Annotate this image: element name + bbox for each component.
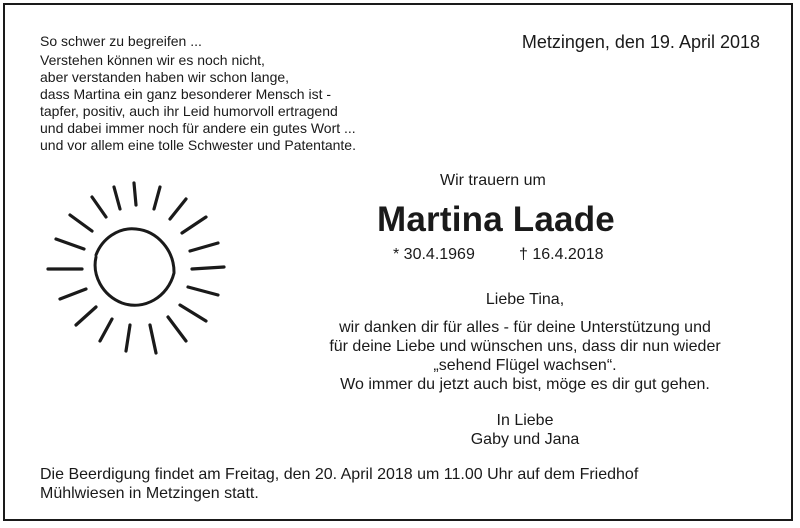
intro-line: aber verstanden haben wir schon lange, (40, 69, 290, 85)
intro-heading: So schwer zu begreifen ... (40, 33, 202, 49)
intro-line: und vor allem eine tolle Schwester und Patentante. (40, 137, 356, 153)
intro-line: und dabei immer noch für andere ein gutes Wort ... (40, 120, 356, 136)
closing-block (250, 411, 800, 449)
intro-line: Verstehen können wir es noch nicht, (40, 52, 265, 68)
message-line: „sehend Flügel wachsen“. (433, 357, 617, 374)
birth-date: * 30.4.1969 (393, 246, 475, 263)
death-date: † 16.4.2018 (519, 246, 604, 263)
sun-icon (30, 165, 270, 365)
message-line: für deine Liebe und wünschen uns, dass dir nun wieder (329, 338, 721, 355)
funeral-line: Die Beerdigung findet am Freitag, den 20. April 2018 um 11.00 Uhr auf dem Friedhof (40, 466, 639, 483)
intro-line: dass Martina ein ganz besonderer Mensch ist - (40, 86, 332, 102)
funeral-notice (40, 465, 760, 503)
closing-line: In Liebe (496, 412, 554, 429)
message-paragraph (250, 318, 800, 394)
signatories: Gaby und Jana (470, 431, 580, 448)
intro-line: tapfer, positiv, auch ihr Leid humorvoll ertragend (40, 103, 338, 119)
funeral-line: Mühlwiesen in Metzingen statt. (40, 485, 259, 502)
message-line: Wo immer du jetzt auch bist, möge es dir gut gehen. (340, 376, 710, 393)
mourning-text: Wir trauern um (440, 172, 546, 189)
deceased-name: Martina Laade (377, 200, 615, 239)
intro-paragraph (40, 52, 440, 154)
date-line: Metzingen, den 19. April 2018 (521, 32, 760, 52)
message-line: wir danken dir für alles - für deine Unterstützung und (339, 319, 711, 336)
salutation: Liebe Tina, (485, 291, 565, 308)
